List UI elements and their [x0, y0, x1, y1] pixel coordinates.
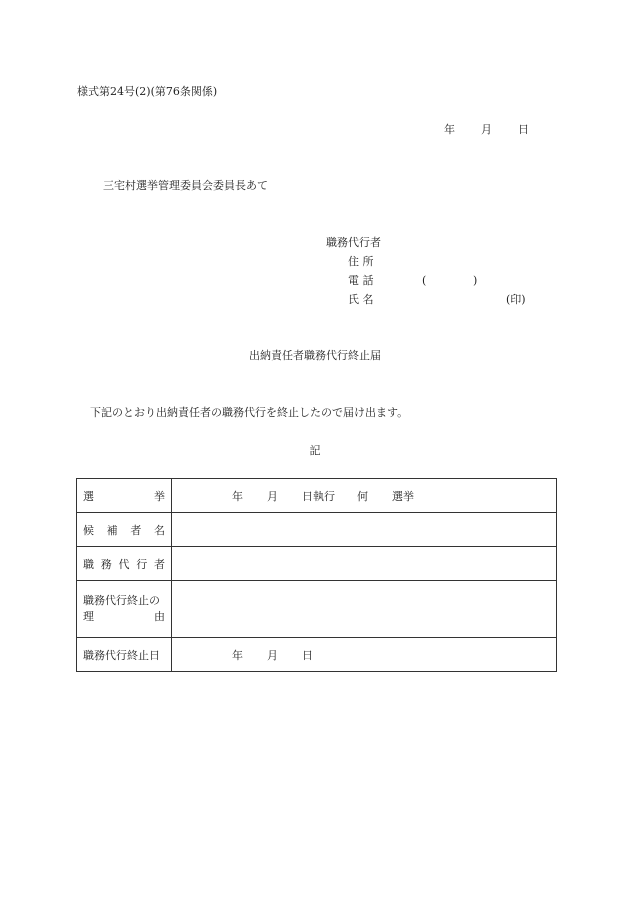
document-body: 下記のとおり出納責任者の職務代行を終止したので届け出ます。 — [90, 406, 409, 419]
date-year: 年 — [444, 123, 455, 136]
end-date-year: 年 — [232, 648, 243, 662]
table-row-proxy — [77, 547, 557, 581]
phone-open-paren: ( — [422, 274, 427, 287]
candidate-value[interactable] — [172, 513, 557, 547]
date-day: 日 — [518, 123, 529, 136]
phone-label: 電 話 — [348, 274, 374, 287]
reason-label-line1: 職務代行終止の — [83, 594, 160, 607]
candidate-label: 候 補 者 名 — [77, 513, 172, 547]
table-row-reason — [77, 581, 557, 638]
ki-heading: 記 — [309, 444, 321, 457]
seal-mark: (印) — [506, 293, 526, 306]
submission-date — [444, 124, 529, 135]
election-label: 選 挙 — [77, 479, 172, 513]
reason-label-line2: 理 由 — [83, 610, 165, 623]
reason-value[interactable] — [172, 581, 557, 638]
election-month: 月 — [267, 489, 278, 503]
date-month: 月 — [481, 123, 492, 136]
election-suffix: 選挙 — [392, 489, 414, 503]
election-value — [172, 479, 557, 513]
election-year: 年 — [232, 489, 243, 503]
form-number: 様式第24号(2)(第76条関係) — [77, 85, 218, 98]
end-date-label: 職務代行終止日 — [77, 638, 172, 672]
document-title: 出納責任者職務代行終止届 — [249, 349, 381, 362]
reason-label — [77, 581, 172, 638]
table-row-election — [77, 479, 557, 513]
end-date-value — [172, 638, 557, 672]
proxy-label: 職 務 代 行 者 — [77, 547, 172, 581]
address-label: 住 所 — [348, 255, 374, 268]
end-date-day: 日 — [302, 648, 313, 662]
table-row-end-date — [77, 638, 557, 672]
table-row-candidate — [77, 513, 557, 547]
sender-title: 職務代行者 — [326, 236, 381, 249]
addressee: 三宅村選挙管理委員会委員長あて — [103, 179, 268, 192]
details-table — [76, 478, 557, 672]
phone-close-paren: ) — [473, 274, 478, 287]
end-date-month: 月 — [267, 648, 278, 662]
election-day: 日執行 — [302, 489, 335, 503]
name-label: 氏 名 — [348, 293, 374, 306]
election-what: 何 — [357, 489, 368, 503]
proxy-value[interactable] — [172, 547, 557, 581]
